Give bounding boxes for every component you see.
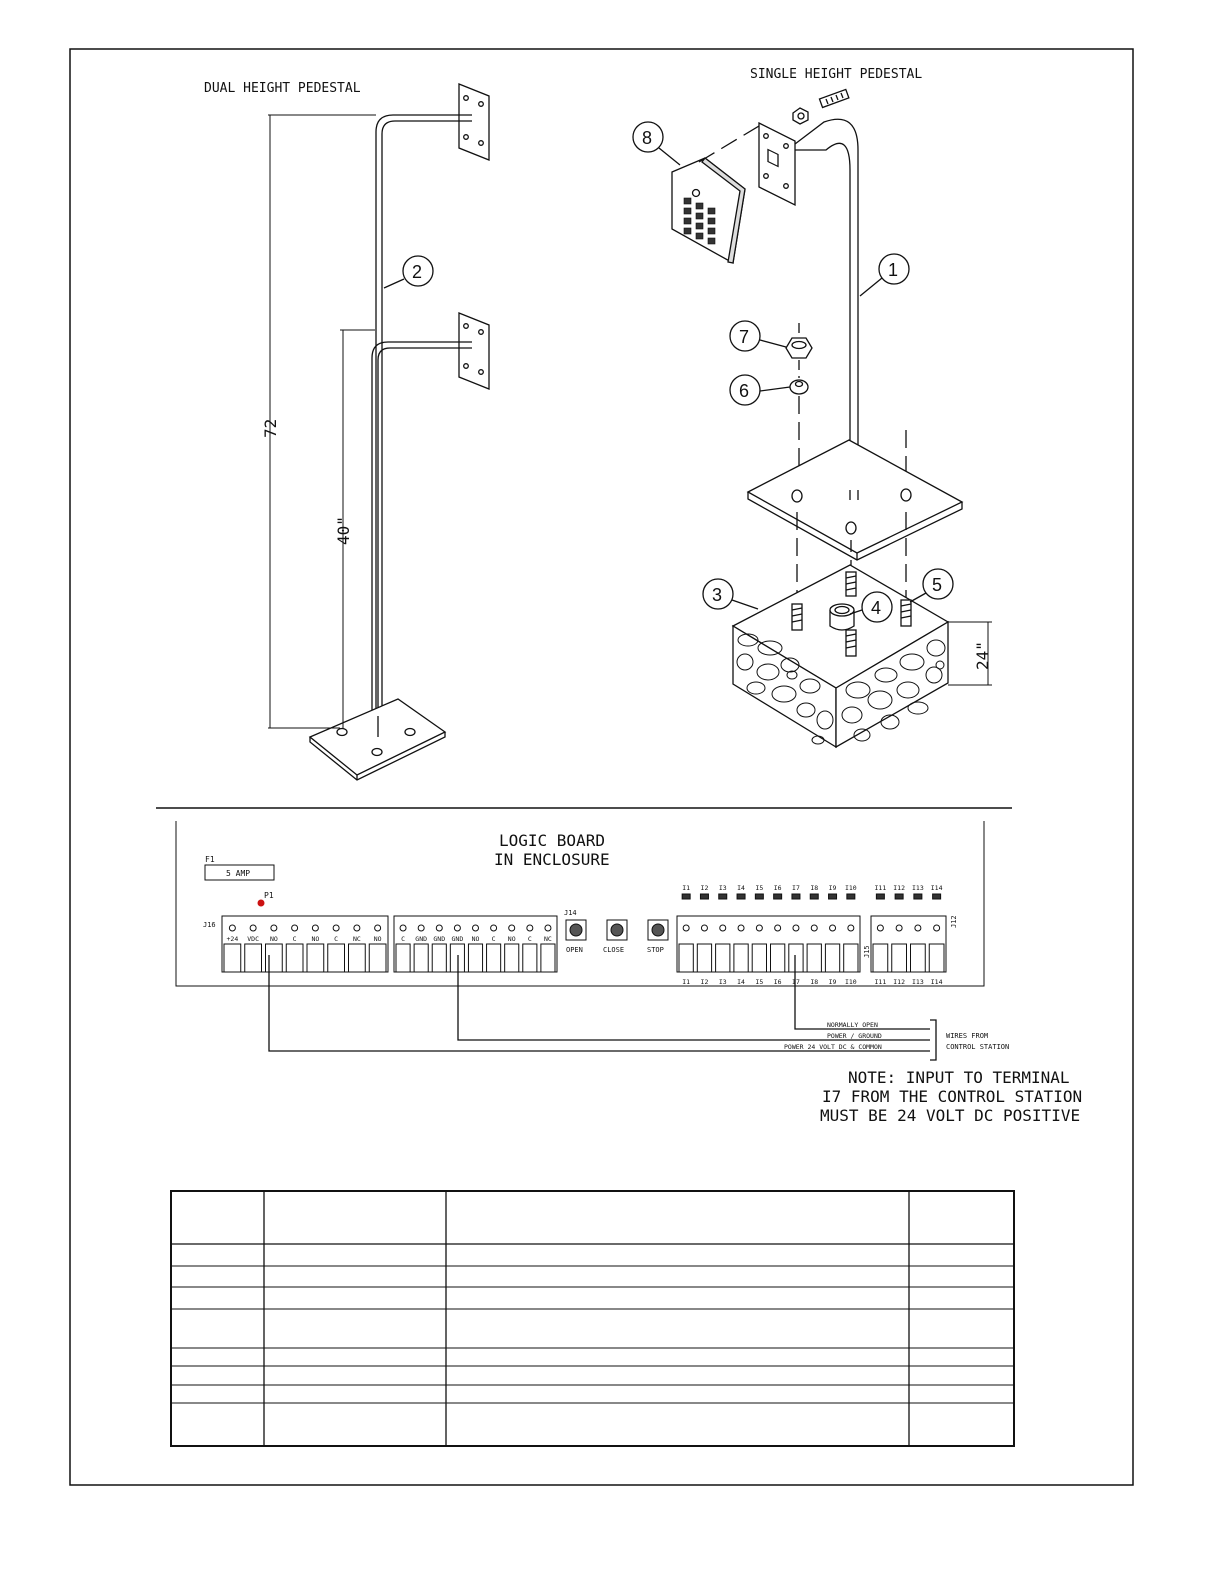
dual-pedestal-title: DUAL HEIGHT PEDESTAL [204, 81, 361, 96]
terminal-slot [266, 944, 283, 972]
input-label-top: I4 [737, 884, 745, 892]
terminal-screw-icon [491, 925, 497, 931]
terminal-slot [468, 944, 482, 972]
terminal-slot [349, 944, 366, 972]
terminal-label: C [401, 935, 406, 943]
terminal-label: NO [269, 935, 278, 943]
input-label-bottom: I6 [773, 978, 782, 986]
terminal-screw-icon [830, 925, 836, 931]
dual-height-pedestal [204, 81, 489, 780]
input-label-bottom: I12 [893, 978, 905, 986]
terminal-block-inputs-b [871, 884, 946, 986]
callout-5: 5 [932, 575, 943, 595]
input-label-bottom: I2 [700, 978, 709, 986]
close-button-label: CLOSE [603, 946, 625, 954]
terminal-screw-icon [473, 925, 479, 931]
input-led-icon [914, 894, 922, 899]
wire-power-ground: POWER / GROUND [827, 1032, 882, 1040]
input-label-top: I5 [755, 884, 764, 892]
terminal-screw-icon [271, 925, 277, 931]
terminal-label: GND [415, 935, 428, 943]
input-label-bottom: I11 [874, 978, 887, 986]
terminal-slot [771, 944, 785, 972]
terminal-screw-icon [720, 925, 726, 931]
input-label-top: I13 [912, 884, 924, 892]
terminal-label: GND [451, 935, 464, 943]
open-button-label: OPEN [566, 946, 583, 954]
terminal-screw-icon [811, 925, 817, 931]
input-led-icon [847, 894, 855, 899]
terminal-screw-icon [375, 925, 381, 931]
sheet-border [70, 49, 1133, 1485]
terminal-slot [911, 944, 926, 972]
terminal-block-j16 [222, 916, 388, 972]
input-led-icon [933, 894, 941, 899]
dim-24: 24" [973, 641, 992, 670]
terminal-screw-icon [877, 925, 883, 931]
note-line-3: MUST BE 24 VOLT DC POSITIVE [820, 1106, 1081, 1125]
terminal-screw-icon [436, 925, 442, 931]
input-led-icon [700, 894, 708, 899]
input-label-top: I2 [700, 884, 709, 892]
terminal-screw-icon [509, 925, 515, 931]
terminal-screw-icon [250, 925, 256, 931]
logic-board-title-1: LOGIC BOARD [499, 831, 605, 850]
input-label-top: I7 [792, 884, 800, 892]
terminal-slot [844, 944, 858, 972]
terminal-block-inputs-a [677, 884, 860, 986]
note-line-1: NOTE: INPUT TO TERMINAL [848, 1068, 1070, 1087]
input-led-icon [774, 894, 782, 899]
wires-from-1: WIRES FROM [946, 1032, 989, 1040]
terminal-screw-icon [400, 925, 406, 931]
input-label-bottom: I14 [930, 978, 943, 986]
dim-40: 40" [334, 516, 353, 545]
single-height-pedestal [633, 67, 992, 747]
terminal-slot [697, 944, 711, 972]
terminal-label: C [527, 935, 532, 943]
terminal-label: NC [544, 935, 552, 943]
terminal-screw-icon [738, 925, 744, 931]
terminal-slot [892, 944, 907, 972]
input-label-bottom: I13 [912, 978, 924, 986]
note-line-2: I7 FROM THE CONTROL STATION [822, 1087, 1083, 1106]
input-led-icon [682, 894, 690, 899]
callout-1: 1 [888, 260, 899, 280]
terminal-slot [414, 944, 428, 972]
terminal-screw-icon [312, 925, 318, 931]
terminal-slot [716, 944, 730, 972]
keypad-icon [672, 158, 745, 263]
input-label-top: I8 [810, 884, 819, 892]
wires-from-2: CONTROL STATION [946, 1043, 1010, 1051]
terminal-screw-icon [896, 925, 902, 931]
terminal-screw-icon [229, 925, 235, 931]
terminal-label: VDC [247, 935, 259, 943]
callout-6: 6 [739, 381, 750, 401]
terminal-slot [307, 944, 324, 972]
input-label-top: I1 [682, 884, 691, 892]
j12-label: J12 [950, 915, 958, 928]
input-led-icon [829, 894, 837, 899]
fuse-ref: F1 [205, 855, 215, 864]
terminal-slot [807, 944, 821, 972]
terminal-screw-icon [683, 925, 689, 931]
terminal-screw-icon [756, 925, 762, 931]
terminal-block-mid [394, 916, 557, 972]
led-p1-icon [258, 900, 265, 907]
terminal-slot [679, 944, 693, 972]
close-button[interactable] [603, 920, 627, 954]
terminal-slot [825, 944, 839, 972]
callout-7: 7 [739, 327, 750, 347]
terminal-slot [432, 944, 446, 972]
callout-3: 3 [712, 585, 723, 605]
terminal-label: GND [433, 935, 446, 943]
input-label-bottom: I3 [718, 978, 727, 986]
input-label-bottom: I10 [844, 978, 857, 986]
terminal-screw-icon [848, 925, 854, 931]
terminal-slot [873, 944, 888, 972]
terminal-label: NC [352, 935, 361, 943]
terminal-slot [505, 944, 519, 972]
terminal-screw-icon [527, 925, 533, 931]
input-label-top: I9 [828, 884, 837, 892]
terminal-label: NO [373, 935, 382, 943]
input-led-icon [792, 894, 800, 899]
stop-button-label: STOP [647, 946, 664, 954]
terminal-label: C [292, 935, 297, 943]
terminal-screw-icon [915, 925, 921, 931]
j16-label: J16 [203, 921, 216, 929]
terminal-screw-icon [292, 925, 298, 931]
j14-label: J14 [564, 909, 577, 917]
terminal-label: NO [311, 935, 320, 943]
fuse-rating: 5 AMP [226, 869, 251, 878]
input-label-top: I12 [893, 884, 905, 892]
terminal-slot [224, 944, 241, 972]
input-label-bottom: I7 [792, 978, 800, 986]
input-led-icon [737, 894, 745, 899]
terminal-slot [789, 944, 803, 972]
input-label-bottom: I5 [755, 978, 764, 986]
j15-label: J15 [863, 945, 871, 958]
input-led-icon [755, 894, 763, 899]
terminal-slot [541, 944, 555, 972]
terminal-slot [487, 944, 501, 972]
input-label-bottom: I4 [737, 978, 745, 986]
input-label-top: I6 [773, 884, 782, 892]
input-led-icon [719, 894, 727, 899]
terminal-slot [523, 944, 537, 972]
callout-4: 4 [871, 598, 882, 618]
open-button[interactable] [566, 920, 586, 954]
input-label-bottom: I8 [810, 978, 819, 986]
terminal-slot [369, 944, 386, 972]
input-label-top: I10 [844, 884, 857, 892]
wire-power-24: POWER 24 VOLT DC & COMMON [784, 1043, 882, 1051]
terminal-screw-icon [701, 925, 707, 931]
terminal-slot [245, 944, 262, 972]
terminal-slot [734, 944, 748, 972]
terminal-slot [752, 944, 766, 972]
logic-board-title-2: IN ENCLOSURE [494, 850, 610, 869]
terminal-screw-icon [454, 925, 460, 931]
single-pedestal-title: SINGLE HEIGHT PEDESTAL [750, 67, 923, 82]
input-label-top: I3 [718, 884, 727, 892]
terminal-label: C [334, 935, 339, 943]
stop-button[interactable] [647, 920, 668, 954]
terminal-slot [929, 944, 944, 972]
terminal-label: C [491, 935, 496, 943]
wiring-note [820, 1068, 1082, 1125]
wire-normally-open: NORMALLY OPEN [827, 1021, 878, 1029]
dim-72: 72 [261, 418, 280, 438]
terminal-slot [328, 944, 345, 972]
terminal-screw-icon [418, 925, 424, 931]
terminal-screw-icon [934, 925, 940, 931]
terminal-screw-icon [545, 925, 551, 931]
terminal-slot [396, 944, 410, 972]
input-label-bottom: I1 [682, 978, 691, 986]
terminal-label: NO [471, 935, 480, 943]
led-p1-label: P1 [264, 891, 274, 900]
input-label-top: I11 [874, 884, 887, 892]
terminal-slot [286, 944, 303, 972]
terminal-screw-icon [775, 925, 781, 931]
input-label-top: I14 [930, 884, 943, 892]
input-led-icon [895, 894, 903, 899]
input-label-bottom: I9 [828, 978, 837, 986]
parts-table [171, 1191, 1014, 1446]
terminal-label: +24 [226, 935, 239, 943]
callout-2: 2 [412, 262, 423, 282]
terminal-screw-icon [793, 925, 799, 931]
terminal-screw-icon [333, 925, 339, 931]
input-led-icon [810, 894, 818, 899]
input-led-icon [876, 894, 884, 899]
callout-8: 8 [642, 128, 653, 148]
terminal-screw-icon [354, 925, 360, 931]
logic-board [176, 821, 1009, 1060]
terminal-label: NO [507, 935, 516, 943]
